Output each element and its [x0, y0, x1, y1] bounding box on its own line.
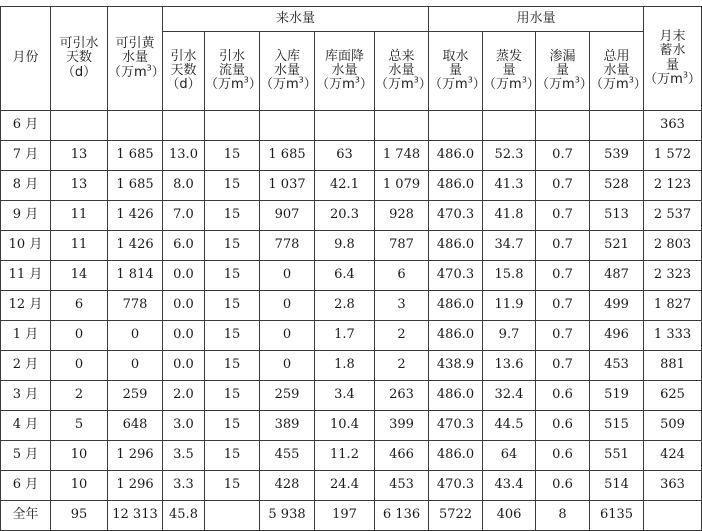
- table-cell: 539: [590, 141, 644, 171]
- table-cell: 5: [51, 411, 108, 441]
- table-cell: 0.6: [536, 411, 590, 441]
- header-days-available: 可引水 天数 （d）: [51, 7, 108, 111]
- table-cell: 0: [51, 321, 108, 351]
- table-cell: 2: [375, 351, 429, 381]
- table-cell: 470.3: [429, 201, 483, 231]
- table-cell: 10: [51, 471, 108, 501]
- table-cell: [51, 111, 108, 141]
- table-cell: 1 296: [108, 441, 163, 471]
- table-cell: 2: [375, 321, 429, 351]
- table-cell: 41.8: [483, 201, 536, 231]
- table-cell: 787: [375, 231, 429, 261]
- table-cell: 1 426: [108, 201, 163, 231]
- table-cell: 470.3: [429, 411, 483, 441]
- table-cell: 64: [483, 441, 536, 471]
- table-cell: 2: [51, 381, 108, 411]
- table-cell: 521: [590, 231, 644, 261]
- row-month-cell: 10 月: [1, 231, 51, 261]
- table-cell: 5722: [429, 501, 483, 531]
- table-cell: 11.9: [483, 291, 536, 321]
- table-cell: 13.6: [483, 351, 536, 381]
- row-month-cell: 全年: [1, 501, 51, 531]
- table-cell: 2 803: [644, 231, 702, 261]
- table-cell: 11.2: [315, 441, 375, 471]
- row-month-cell: 11 月: [1, 261, 51, 291]
- table-cell: 1 079: [375, 171, 429, 201]
- table-cell: 13.0: [163, 141, 205, 171]
- row-month-cell: 5 月: [1, 441, 51, 471]
- table-cell: 15: [205, 291, 260, 321]
- table-cell: 648: [108, 411, 163, 441]
- table-cell: 12 313: [108, 501, 163, 531]
- table-cell: 15: [205, 351, 260, 381]
- table-cell: 32.4: [483, 381, 536, 411]
- table-cell: 0: [108, 351, 163, 381]
- table-cell: 1 685: [108, 141, 163, 171]
- table-cell: 0: [260, 291, 315, 321]
- table-cell: 15: [205, 441, 260, 471]
- table-cell: 470.3: [429, 261, 483, 291]
- row-month-cell: 4 月: [1, 411, 51, 441]
- table-cell: 15: [205, 231, 260, 261]
- table-cell: 528: [590, 171, 644, 201]
- table-cell: 1 037: [260, 171, 315, 201]
- header-month: 月份: [1, 7, 51, 111]
- table-cell: 1 814: [108, 261, 163, 291]
- table-row: [1, 471, 702, 501]
- table-cell: 487: [590, 261, 644, 291]
- table-cell: 0.0: [163, 261, 205, 291]
- table-cell: 20.3: [315, 201, 375, 231]
- table-cell: 486.0: [429, 171, 483, 201]
- table-row: [1, 381, 702, 411]
- water-balance-table-container: [0, 6, 701, 531]
- table-cell: 0.0: [163, 351, 205, 381]
- table-cell: 45.8: [163, 501, 205, 531]
- table-cell: 8: [536, 501, 590, 531]
- table-cell: 0.7: [536, 141, 590, 171]
- table-cell: 499: [590, 291, 644, 321]
- table-cell: 881: [644, 351, 702, 381]
- table-cell: 3.0: [163, 411, 205, 441]
- table-row: [1, 501, 702, 531]
- row-month-cell: 9 月: [1, 201, 51, 231]
- table-cell: 15: [205, 141, 260, 171]
- table-cell: 1 426: [108, 231, 163, 261]
- table-cell: 52.3: [483, 141, 536, 171]
- table-cell: 486.0: [429, 141, 483, 171]
- table-cell: 34.7: [483, 231, 536, 261]
- table-row: [1, 111, 702, 141]
- table-cell: 2 323: [644, 261, 702, 291]
- table-cell: 0.7: [536, 291, 590, 321]
- table-cell: 1 685: [260, 141, 315, 171]
- table-cell: 44.5: [483, 411, 536, 441]
- table-cell: 6: [51, 291, 108, 321]
- table-cell: 470.3: [429, 471, 483, 501]
- table-cell: 15: [205, 471, 260, 501]
- table-cell: 509: [644, 411, 702, 441]
- table-cell: 1 748: [375, 141, 429, 171]
- table-cell: 0.0: [163, 321, 205, 351]
- header-total-usage: 总用 水量 （万$m^3$）: [590, 32, 644, 111]
- table-cell: 0.6: [536, 471, 590, 501]
- row-month-cell: 2 月: [1, 351, 51, 381]
- table-row: [1, 171, 702, 201]
- table-cell: 486.0: [429, 231, 483, 261]
- table-header: [1, 7, 702, 111]
- table-cell: 907: [260, 201, 315, 231]
- table-cell: 515: [590, 411, 644, 441]
- header-evaporation: 蒸发 量 （万$m^3$）: [483, 32, 536, 111]
- table-row: [1, 441, 702, 471]
- table-cell: 0.7: [536, 351, 590, 381]
- table-cell: 11: [51, 231, 108, 261]
- table-cell: 9.8: [315, 231, 375, 261]
- table-row: [1, 141, 702, 171]
- row-month-cell: 8 月: [1, 171, 51, 201]
- table-cell: 399: [375, 411, 429, 441]
- table-cell: 15: [205, 321, 260, 351]
- table-cell: 1 827: [644, 291, 702, 321]
- header-seepage: 渗漏 量 （万$m^3$）: [536, 32, 590, 111]
- table-cell: 928: [375, 201, 429, 231]
- table-cell: [163, 111, 205, 141]
- table-cell: 486.0: [429, 381, 483, 411]
- table-cell: 1 572: [644, 141, 702, 171]
- table-cell: 41.3: [483, 171, 536, 201]
- table-cell: [108, 111, 163, 141]
- table-cell: 10.4: [315, 411, 375, 441]
- table-cell: 428: [260, 471, 315, 501]
- table-cell: 197: [315, 501, 375, 531]
- table-cell: 95: [51, 501, 108, 531]
- table-cell: 259: [108, 381, 163, 411]
- table-cell: 438.9: [429, 351, 483, 381]
- table-cell: 0: [260, 261, 315, 291]
- table-cell: 9.7: [483, 321, 536, 351]
- table-cell: 15: [205, 381, 260, 411]
- table-cell: [205, 501, 260, 531]
- table-cell: 6.4: [315, 261, 375, 291]
- table-cell: 15: [205, 261, 260, 291]
- table-cell: 363: [644, 111, 702, 141]
- table-cell: 14: [51, 261, 108, 291]
- table-row: [1, 291, 702, 321]
- water-balance-table: [0, 6, 702, 531]
- table-cell: [375, 111, 429, 141]
- table-cell: 0: [51, 351, 108, 381]
- header-yellow-river-volume: 可引黄 水量 （万$m^3$）: [108, 7, 163, 111]
- table-cell: 259: [260, 381, 315, 411]
- table-cell: [315, 111, 375, 141]
- table-row: [1, 201, 702, 231]
- table-row: [1, 351, 702, 381]
- table-cell: 10: [51, 441, 108, 471]
- table-cell: 2.0: [163, 381, 205, 411]
- table-cell: 15: [205, 201, 260, 231]
- table-cell: [483, 111, 536, 141]
- table-cell: 486.0: [429, 291, 483, 321]
- table-cell: 424: [644, 441, 702, 471]
- table-cell: 453: [375, 471, 429, 501]
- table-cell: 5 938: [260, 501, 315, 531]
- table-cell: 389: [260, 411, 315, 441]
- header-usage-group: 用水量: [429, 7, 644, 32]
- row-month-cell: 1 月: [1, 321, 51, 351]
- table-row: [1, 411, 702, 441]
- table-cell: 466: [375, 441, 429, 471]
- table-cell: [536, 111, 590, 141]
- table-cell: 3: [375, 291, 429, 321]
- table-cell: 63: [315, 141, 375, 171]
- table-cell: 625: [644, 381, 702, 411]
- table-cell: 455: [260, 441, 315, 471]
- table-cell: 0.7: [536, 231, 590, 261]
- table-cell: 2 123: [644, 171, 702, 201]
- row-month-cell: 3 月: [1, 381, 51, 411]
- table-cell: [260, 111, 315, 141]
- table-cell: [429, 111, 483, 141]
- table-cell: 486.0: [429, 321, 483, 351]
- table-cell: 1 296: [108, 471, 163, 501]
- table-cell: 1 333: [644, 321, 702, 351]
- header-reservoir-inflow: 入库 水量 （万$m^3$）: [260, 32, 315, 111]
- table-body: [1, 111, 702, 531]
- table-cell: 0: [260, 321, 315, 351]
- table-cell: 0.6: [536, 441, 590, 471]
- table-cell: 13: [51, 141, 108, 171]
- table-cell: 0.0: [163, 291, 205, 321]
- table-row: [1, 261, 702, 291]
- table-cell: 0.7: [536, 171, 590, 201]
- table-cell: 363: [644, 471, 702, 501]
- table-cell: 2 537: [644, 201, 702, 231]
- table-cell: 263: [375, 381, 429, 411]
- row-month-cell: 7 月: [1, 141, 51, 171]
- table-cell: 42.1: [315, 171, 375, 201]
- header-withdrawal: 取水 量 （万$m^3$）: [429, 32, 483, 111]
- header-surface-rainfall: 库面降 水量 （万$m^3$）: [315, 32, 375, 111]
- table-cell: 0.6: [536, 381, 590, 411]
- table-cell: [644, 501, 702, 531]
- table-cell: 6: [375, 261, 429, 291]
- table-cell: 15: [205, 171, 260, 201]
- row-month-cell: 6 月: [1, 111, 51, 141]
- table-cell: 7.0: [163, 201, 205, 231]
- table-cell: 1 685: [108, 171, 163, 201]
- table-cell: 24.4: [315, 471, 375, 501]
- table-cell: 513: [590, 201, 644, 231]
- table-cell: 2.8: [315, 291, 375, 321]
- header-inflow-group: 来水量: [163, 7, 429, 32]
- table-cell: 3.3: [163, 471, 205, 501]
- table-cell: 778: [108, 291, 163, 321]
- table-cell: 0.7: [536, 261, 590, 291]
- table-cell: 496: [590, 321, 644, 351]
- row-month-cell: 12 月: [1, 291, 51, 321]
- table-cell: 8.0: [163, 171, 205, 201]
- table-cell: 6 136: [375, 501, 429, 531]
- table-cell: 11: [51, 201, 108, 231]
- table-cell: 406: [483, 501, 536, 531]
- table-cell: 6.0: [163, 231, 205, 261]
- table-cell: 0: [108, 321, 163, 351]
- header-diversion-flow: 引水 流量 （万$m^3$）: [205, 32, 260, 111]
- header-diversion-days: 引水 天数 （d）: [163, 32, 205, 111]
- table-cell: 1.7: [315, 321, 375, 351]
- table-cell: 0.7: [536, 321, 590, 351]
- table-cell: 778: [260, 231, 315, 261]
- table-row: [1, 231, 702, 261]
- header-end-storage: 月末 蓄水 量 （万$m^3$）: [644, 7, 702, 111]
- table-cell: [205, 111, 260, 141]
- table-cell: 551: [590, 441, 644, 471]
- table-cell: 0: [260, 351, 315, 381]
- table-row: [1, 321, 702, 351]
- table-cell: 43.4: [483, 471, 536, 501]
- table-cell: 0.7: [536, 201, 590, 231]
- table-cell: [590, 111, 644, 141]
- table-cell: 519: [590, 381, 644, 411]
- table-cell: 15: [205, 411, 260, 441]
- table-cell: 3.4: [315, 381, 375, 411]
- table-cell: 453: [590, 351, 644, 381]
- table-cell: 1.8: [315, 351, 375, 381]
- header-total-inflow: 总来 水量 （万$m^3$）: [375, 32, 429, 111]
- table-cell: 6135: [590, 501, 644, 531]
- table-cell: 15.8: [483, 261, 536, 291]
- table-cell: 486.0: [429, 441, 483, 471]
- table-cell: 514: [590, 471, 644, 501]
- table-cell: 3.5: [163, 441, 205, 471]
- row-month-cell: 6 月: [1, 471, 51, 501]
- table-cell: 13: [51, 171, 108, 201]
